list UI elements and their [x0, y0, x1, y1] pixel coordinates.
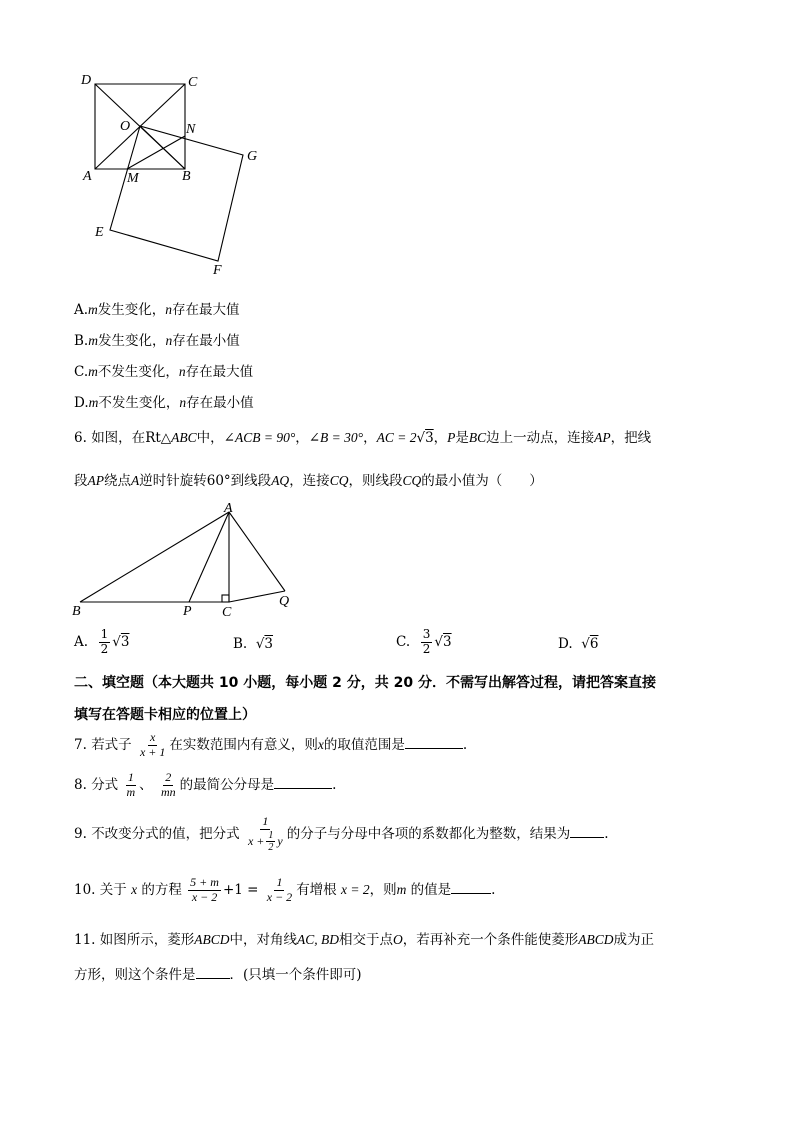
answer-blank[interactable]: [570, 825, 604, 838]
answer-blank[interactable]: [274, 776, 332, 789]
section-heading-line-2: 填写在答题卡相应的位置上）: [74, 707, 256, 723]
triangle-figure: [65, 498, 305, 620]
label-Q: Q: [279, 594, 290, 609]
question-10: 10. 关于 x 的方程 $\frac{5 + m}{x - 2}$ +1 = $\frac{1}{x - 2}$ 有增根 x = 2，则m 的值是 .: [74, 875, 496, 904]
square-rotation-figure: [75, 68, 275, 280]
section-heading-line-1: 二、填空题（本大题共 10 小题，每小题 2 分，共 20 分．不需写出解答过程，请把答案直接: [74, 675, 656, 691]
label-O: O: [120, 119, 131, 134]
answer-blank[interactable]: [196, 966, 230, 979]
q6-line-2: 段AP绕点A逆时针旋转60°到线段AQ，连接CQ，则线段CQ的最小值为（ ）: [74, 473, 543, 489]
q5-option-b: B.m发生变化，n存在最小值: [74, 333, 240, 349]
label-A: A: [83, 169, 92, 184]
label-A: A: [224, 501, 233, 516]
label-D: D: [81, 73, 92, 88]
label-B: B: [72, 604, 81, 619]
label-F: F: [213, 263, 222, 278]
question-8: 8. 分式 $\frac{1}{m}$ 、 $\frac{2}{mn}$ 的最简公分母是 .: [74, 770, 337, 799]
q5-option-a: A.m发生变化，n存在最大值: [74, 302, 240, 318]
question-11-line-1: 11. 如图所示，菱形ABCD中，对角线AC, BD相交于点O，若再补充一个条件能使菱形ABCD成为正: [74, 932, 655, 948]
label-C: C: [188, 75, 198, 90]
q6-option-c: C. $\frac{3}{2}$ √3: [396, 627, 452, 656]
question-11-line-2: 方形，则这个条件是 ．(只填一个条件即可): [74, 967, 362, 983]
q6-option-b: B. √3: [233, 636, 274, 652]
q6-line-1: 6. 如图，在Rt△ABC中，∠ACB = 90°，∠B = 30°，AC = 2√3，P是BC边上一动点，连接AP，把线: [74, 430, 652, 446]
question-7: 7. 若式子 $\frac{x}{x + 1}$ 在实数范围内有意义，则x的取值范围是 .: [74, 730, 468, 759]
label-E: E: [95, 225, 104, 240]
label-C: C: [222, 605, 232, 620]
q6-option-a: A. $\frac{1}{2}$ √3: [74, 627, 130, 656]
label-M: M: [127, 171, 139, 186]
label-P: P: [183, 604, 192, 619]
label-N: N: [186, 122, 196, 137]
q5-option-c: C.m不发生变化，n存在最大值: [74, 364, 254, 380]
q6-option-d: D. √6: [558, 636, 599, 652]
answer-blank[interactable]: [405, 736, 463, 749]
label-G: G: [247, 149, 258, 164]
q5-option-d: D.m不发生变化，n存在最小值: [74, 395, 254, 411]
answer-blank[interactable]: [451, 881, 491, 894]
question-9: 9. 不改变分式的值，把分式 1 x + $\frac{1}{2}$ y 的分子与分母中各项的系数都化为整数，结果为 .: [74, 814, 609, 854]
label-B: B: [182, 169, 191, 184]
